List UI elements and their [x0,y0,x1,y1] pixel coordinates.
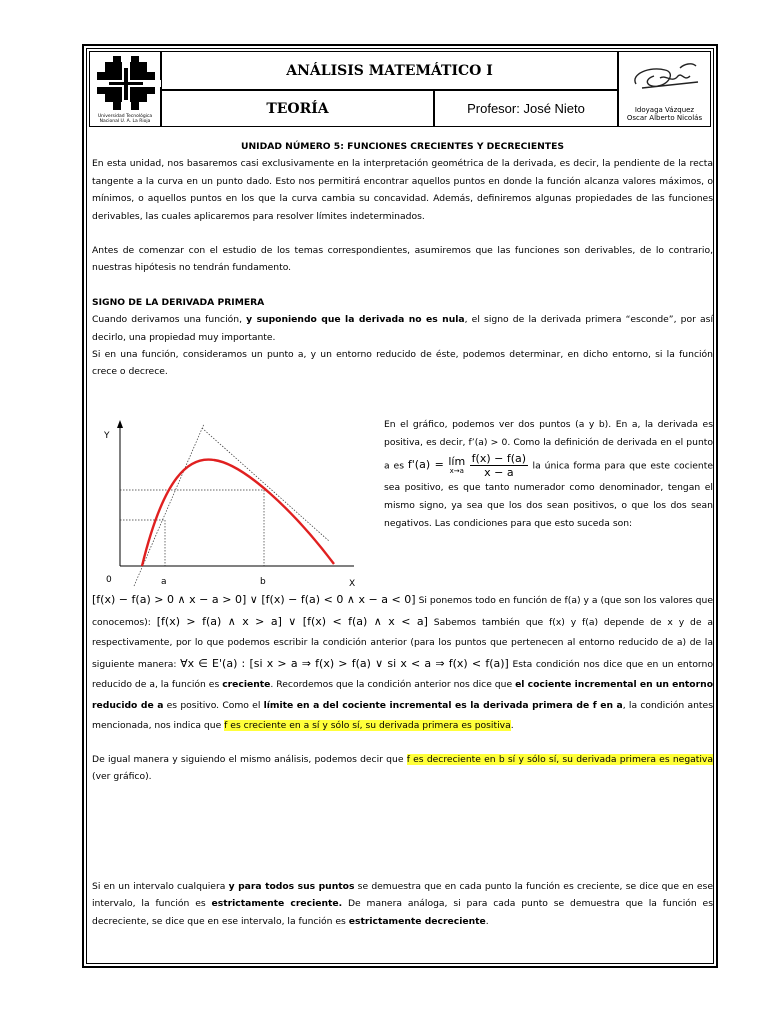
limit-symbol [448,456,465,475]
spacer [92,225,713,242]
document-page [82,44,718,968]
text-run: Cuando derivamos una función, [92,314,247,326]
conditions-paragraph [92,590,713,737]
spacer [92,277,713,294]
bold-run: estrictamente decreciente [348,915,486,927]
logo-caption-line1: Universidad Tecnológica [97,114,153,119]
document-header [89,51,711,127]
function-curve [142,460,334,566]
signer-2: Oscar Alberto Nicolás [626,114,703,122]
text-run: De igual manera y siguiendo el mismo análisis, podemos decir que [92,753,407,765]
bold-run: y para todos sus puntos [228,881,355,892]
bold-run: creciente [222,679,271,690]
spacer [92,737,713,751]
intro-paragraph-1: En esta unidad, nos basaremos casi exclusivamente en la interpretación geométrica de la derivada, es decir, la pendiente de la recta tangente a la curva en un punto dado. Esto nos permitirá encontrar aquellos puntos en donde la función alcanza valores máximos, o mínimos, o aquellos puntos en los que la curva cambia su concavidad. Además, definiremos algunas propiedades de las funciones derivables, las cuales aplicaremos para resolver límites indeterminados. [92,158,713,222]
logo-caption [90,114,160,124]
text-run: se demuestra que en cada punto la función es creciente, se dice que en ese intervalo, la función es [92,881,713,910]
text-run: Si en un intervalo cualquiera [92,881,229,892]
intro-paragraph-2: Antes de comenzar con el estudio de los temas correspondientes, asumiremos que las funciones son derivables, de lo contrario, nuestras hipótesis no tendrán fundamento. [92,245,713,274]
derivative-graph [94,416,364,596]
graph-svg [94,416,364,596]
utn-logo-icon [91,54,161,114]
signer-1: Idoyaga Vázquez [634,106,695,114]
x-axis-label: X [349,579,356,589]
text-run: la única forma para que este cociente sea positivo, es que tanto numerador como denominador, tengan el mismo signo, ya sea que los dos sean positivos, o que los dos sean negativos. Las condiciones para que esto suceda son: [384,460,714,529]
point-b-label: b [260,577,266,587]
difference-quotient [470,452,528,479]
final-paragraph [92,878,713,930]
signature-cell [618,51,711,127]
text-run: , el signo de la derivada primera “esconde”, por así decirlo, una propiedad muy importante. [92,314,714,343]
bold-run: estrictamente creciente. [211,898,343,910]
conditions-section [92,590,713,785]
document-body [92,138,713,381]
bold-run: y suponiendo que la derivada no es nula [246,314,465,326]
section-title: SIGNO DE LA DERIVADA PRIMERA [92,296,265,308]
text-run: es positivo. Como el [163,699,264,711]
section-paragraph-2: Si en una función, consideramos un punto a, y un entorno reducido de éste, podemos determinar, en dicho entorno, si la función crece o decrece. [92,349,713,378]
logo-caption-line2: Nacional U. A. La Rioja [99,119,151,124]
decreasing-paragraph [92,751,713,786]
graph-explanation [384,416,713,533]
text-run: , la condición antes mencionada, nos indica que [92,699,713,731]
y-axis-arrow [117,420,123,428]
y-axis-label: Y [104,431,110,441]
condition-formula-1: [f(x) − f(a) > 0 ∧ x − a > 0] ∨ [f(x) − f(a) < 0 ∧ x − a < 0] [92,593,416,606]
text-run: Sabemos también que f(x) y f(a) depende de x y de a respectivamente, por lo que podemos escribir la condición anterior (para los puntos que pertenecen al entorno reducido de a) de la siguiente manera: [92,616,714,670]
section-paragraph-1 [92,311,713,346]
fraction-denominator: x − a [484,465,514,479]
highlighted-statement-increasing: f es creciente en a sí y sólo sí, su derivada primera es positiva [224,720,511,731]
text-run: . [510,720,514,731]
derivative-definition-formula [407,451,533,479]
text-run: Si ponemos todo en función de f(a) y a (que son los valores que conocemos): [92,595,713,628]
lim-subscript: x→a [449,466,464,475]
point-a-label: a [161,577,167,587]
logo-cell [89,51,161,127]
text-run: . [485,915,489,927]
final-section [92,878,713,930]
origin-label: 0 [106,575,112,585]
lim-text: lím [448,454,466,468]
bold-run: el cociente incremental en un entorno reducido de a [92,679,714,711]
fraction-numerator: f(x) − f(a) [471,451,527,465]
condition-formula-2: [f(x) > f(a) ∧ x > a] ∨ [f(x) < f(a) ∧ x < a] [156,614,428,628]
text-run: En el gráfico, podemos ver dos puntos (a y b). En a, la derivada es positiva, es decir, f’(a) > 0. Como la definición de derivada en el punto a es [384,419,713,472]
course-title: ANÁLISIS MATEMÁTICO I [161,51,618,90]
text-run: Esta condición nos dice que en un entorno reducido de a, la función es [92,658,713,690]
professor-label: Profesor: José Nieto [434,90,618,127]
section-label: TEORÍA [161,90,434,127]
unit-title: UNIDAD NÚMERO 5: FUNCIONES CRECIENTES Y DECRECIENTES [241,141,564,152]
tangent-line-b [202,428,329,541]
tangent-line-a [134,424,204,586]
formula-lhs: f'(a) = [407,458,449,472]
bold-run: límite en a del cociente incremental es la derivada primera de f en a [263,699,623,711]
signers [619,106,710,122]
condition-formula-3: ∀x ∈ E'(a) : [si x > a ⇒ f(x) > f(a) ∨ si x < a ⇒ f(x) < f(a)] [180,656,509,670]
text-run: De manera análoga, si para cada punto se demuestra que la función es decreciente, se dice que en ese intervalo, la función es [92,898,713,927]
text-run: . Recordemos que la condición anterior nos dice que [270,679,516,690]
text-run: (ver gráfico). [92,770,152,782]
highlighted-statement-decreasing: f es decreciente en b sí y sólo sí, su derivada primera es negativa [406,753,713,765]
handwritten-signature [620,54,710,104]
